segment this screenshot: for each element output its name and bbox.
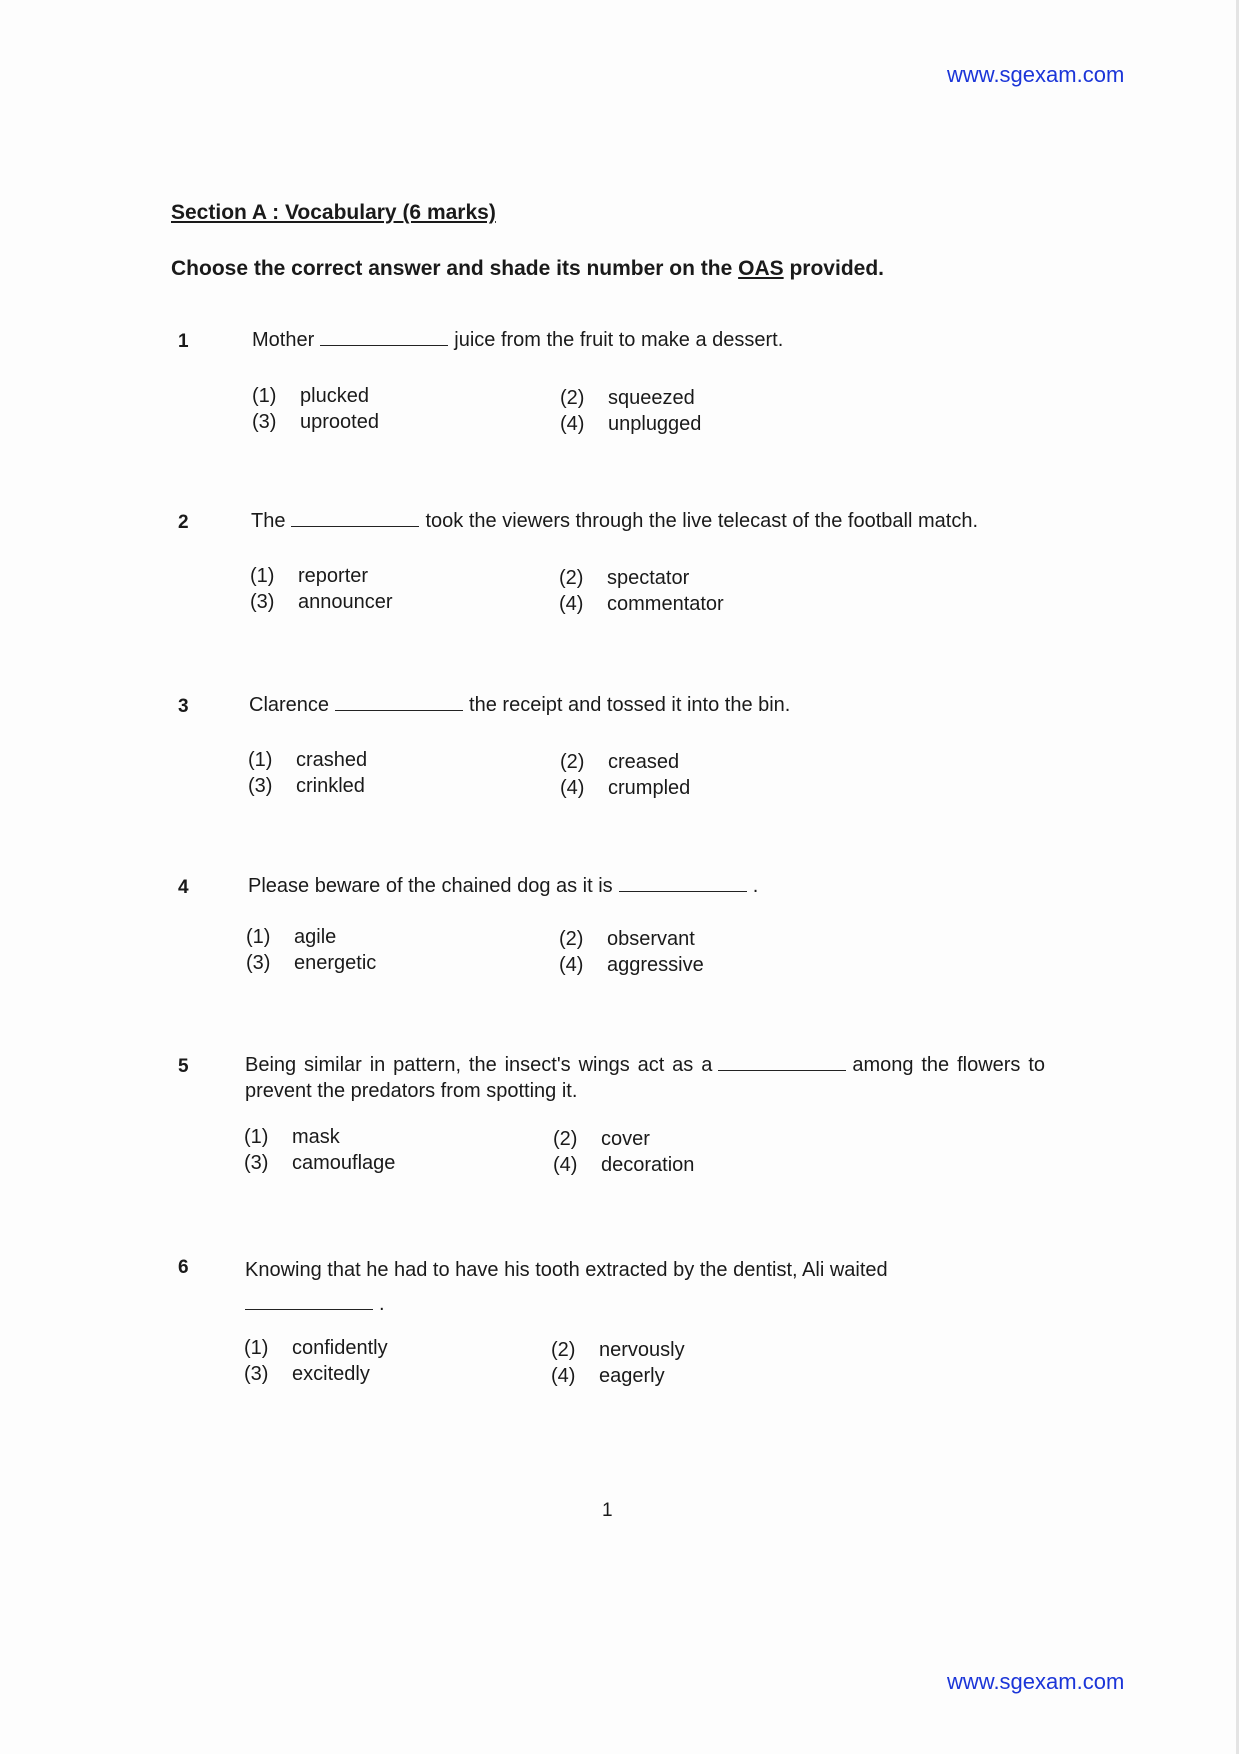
option-2[interactable]: (2) cover [553,1128,650,1150]
question-number: 1 [178,331,189,352]
option-3[interactable]: (3) uprooted [252,411,379,433]
question-number: 6 [178,1257,189,1278]
option-2[interactable]: (2) squeezed [560,387,695,409]
question-stem: Being similar in pattern, the insect's wings act as a among the flowers to prevent the predators from spotting it. [245,1054,1046,1102]
option-3[interactable]: (3) energetic [246,952,377,974]
instruction [171,257,884,281]
answer-blank [619,873,747,892]
option-2[interactable]: (2) observant [559,928,695,950]
option-3[interactable]: (3) camouflage [244,1152,396,1174]
instruction-text-end: provided. [783,257,884,280]
option-2[interactable]: (2) spectator [559,567,690,589]
option-3[interactable]: (3) crinkled [248,775,365,797]
option-1[interactable]: (1) reporter [250,565,369,587]
header-website-link[interactable]: www.sgexam.com [947,62,1125,87]
instruction-text: Choose the correct answer and shade its number on the [171,257,739,280]
answer-blank [320,327,448,346]
question-stem: Clarence the receipt and tossed it into the bin. [249,694,791,716]
section-title: Section A : Vocabulary (6 marks) [171,201,496,224]
answer-blank [245,1291,373,1310]
question-stem: Mother juice from the fruit to make a dessert. [252,329,784,351]
option-1[interactable]: (1) crashed [248,749,368,771]
instruction-oas: OAS [738,257,784,280]
answer-blank [718,1052,846,1071]
option-2[interactable]: (2) creased [560,751,680,773]
option-3[interactable]: (3) announcer [250,591,393,613]
option-1[interactable]: (1) confidently [244,1337,388,1359]
question-number: 4 [178,877,189,898]
option-1[interactable]: (1) plucked [252,385,369,407]
option-2[interactable]: (2) nervously [551,1339,685,1361]
question-number: 2 [178,512,189,533]
question-number: 3 [178,696,189,717]
answer-blank [291,508,419,527]
page-number: 1 [602,1500,613,1521]
question-stem: The took the viewers through the live telecast of the football match. [251,510,978,532]
answer-blank [335,692,463,711]
option-4[interactable]: (4) aggressive [559,954,704,976]
option-3[interactable]: (3) excitedly [244,1363,370,1385]
option-4[interactable]: (4) commentator [559,593,724,615]
question-number: 5 [178,1056,189,1077]
option-4[interactable]: (4) decoration [553,1154,695,1176]
option-1[interactable]: (1) agile [246,926,337,948]
question-stem: Please beware of the chained dog as it is . [248,875,759,897]
option-4[interactable]: (4) unplugged [560,413,702,435]
footer-website-link[interactable]: www.sgexam.com [947,1669,1125,1694]
option-4[interactable]: (4) crumpled [560,777,691,799]
option-1[interactable]: (1) mask [244,1126,340,1148]
question-stem: Knowing that he had to have his tooth extracted by the dentist, Ali waited . [245,1259,888,1315]
option-4[interactable]: (4) eagerly [551,1365,665,1387]
